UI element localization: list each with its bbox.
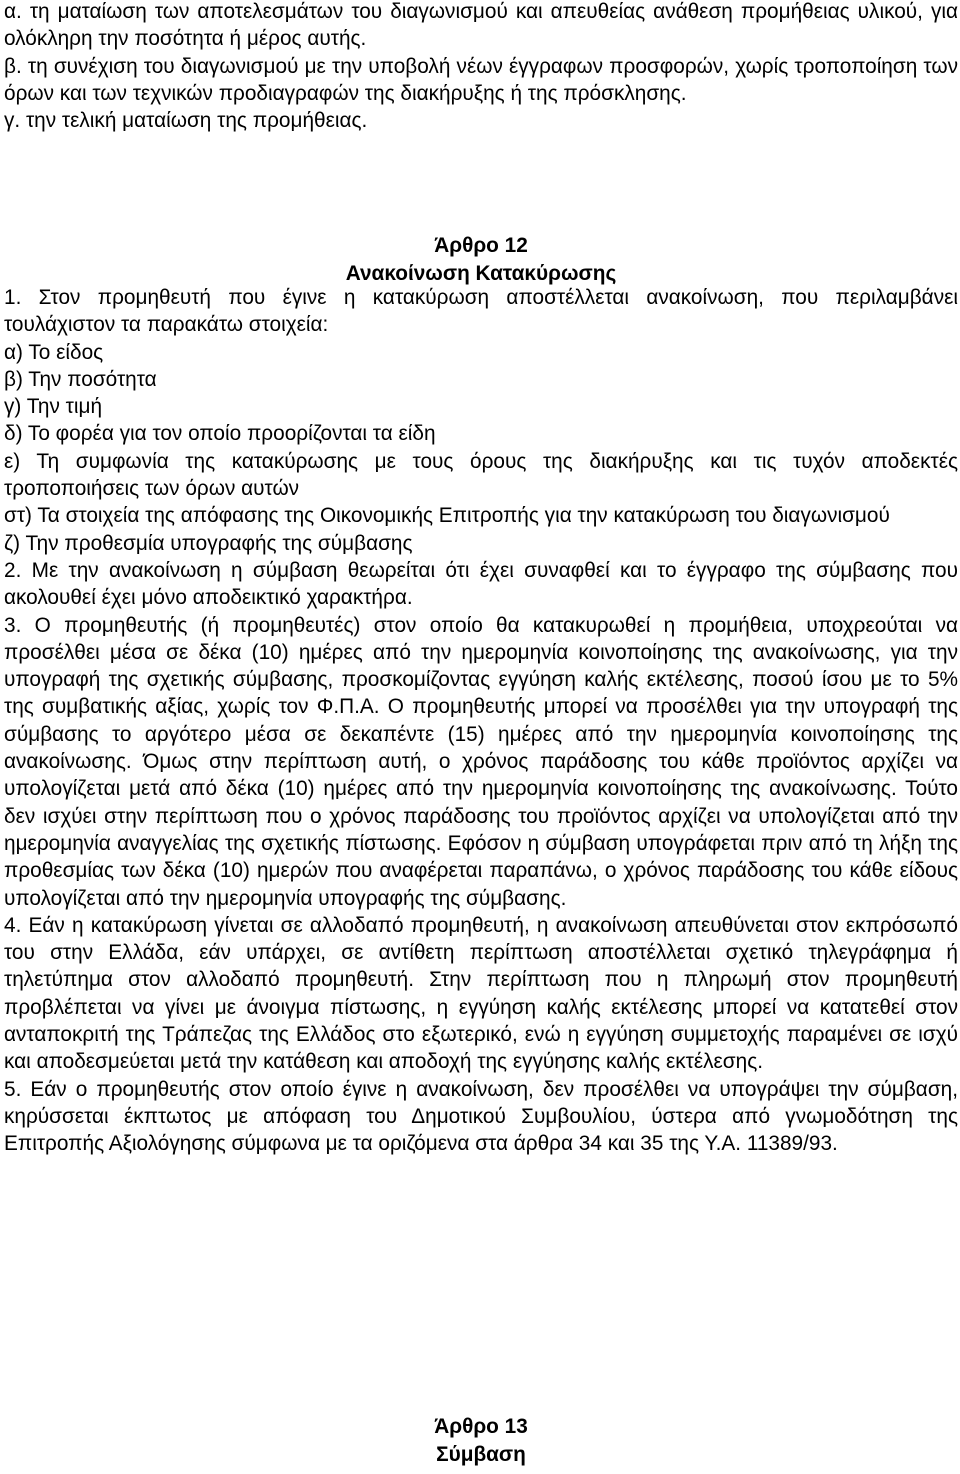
list-item-z: ζ) Την προθεσμία υπογραφής της σύμβασης <box>4 531 413 555</box>
article-12-paragraph-2: 2. Με την ανακοίνωση η σύμβαση θεωρείται ότι έχει συναφθεί και το έγγραφο της σύμβασης που ακολουθεί έχει μόνο αποδεικτικό χαρακτήρα. <box>4 558 958 610</box>
article-13-title: Σύμβαση <box>436 1443 526 1466</box>
article-12-body <box>4 284 958 1158</box>
option-b-paragraph: β. τη συνέχιση του διαγωνισμού με την υποβολή νέων έγγραφων προσφορών, χωρίς τροποποίηση των όρων και των τεχνικών προδιαγραφών της διακήρυξης ή της πρόσκλησης. <box>4 54 958 105</box>
list-item-e: ε) Τη συμφωνία της κατακύρωσης με τους όρους της διακήρυξης και τις τυχόν αποδεκτές τροποποιήσεις των όρων αυτών <box>4 449 958 501</box>
article-12-paragraph-1: 1. Στον προμηθευτή που έγινε η κατακύρωση αποστέλλεται ανακοίνωση, που περιλαμβάνει τουλάχιστον τα παρακάτω στοιχεία: <box>4 286 958 337</box>
article-13-heading <box>4 1413 958 1469</box>
article-12-number: Άρθρο 12 <box>434 234 528 257</box>
article-13-number: Άρθρο 13 <box>434 1415 528 1438</box>
option-c-paragraph: γ. την τελική ματαίωση της προμήθειας. <box>4 109 368 133</box>
list-item-st: στ) Τα στοιχεία της απόφασης της Οικονομικής Επιτροπής για την κατακύρωση του διαγωνισμού <box>4 504 890 528</box>
option-a-paragraph: α. τη ματαίωση των αποτελεσμάτων του διαγωνισμού και απευθείας ανάθεση προμήθειας υλικού, για ολόκληρη την ποσότητα ή μέρος αυτής. <box>4 0 958 51</box>
intro-options <box>4 0 958 134</box>
article-12-paragraph-5: 5. Εάν ο προμηθευτής στον οποίο έγινε η ανακοίνωση, δεν προσέλθει να υπογράψει την σύμβαση, κηρύσσεται έκπτωτος με απόφαση του Δημοτικού Συμβουλίου, ύστερα από γνωμοδότηση της Επιτροπής Αξιολόγησης σύμφωνα με τα οριζόμενα στα άρθρα 34 και 35 της Υ.Α. 11389/93. <box>4 1077 958 1156</box>
article-12-heading <box>4 232 958 288</box>
list-item-b: β) Την ποσότητα <box>4 367 157 391</box>
list-item-c: γ) Την τιμή <box>4 395 103 419</box>
article-12-title: Ανακοίνωση Κατακύρωσης <box>345 262 617 285</box>
list-item-a: α) Το είδος <box>4 340 104 364</box>
article-12-paragraph-4: 4. Εάν η κατακύρωση γίνεται σε αλλοδαπό προμηθευτή, η ανακοίνωση απευθύνεται στον εκπρόσωπό του στην Ελλάδα, εάν υπάρχει, σε αντίθετη περίπτωση αποστέλλεται σχετικό τηλεγράφημα ή τηλετύπημα στον αλλοδαπό προμηθευτή. Στην περίπτωση που η πληρωμή στον προμηθευτή προβλέπεται να γίνει με άνοιγμα πίστωσης, η εγγύηση καλής εκτέλεσης μπορεί να κατατεθεί στον ανταποκριτή της Τράπεζας της Ελλάδος στο εξωτερικό, ενώ η εγγύηση συμμετοχής παραμένει σε ισχύ και αποδεσμεύεται μετά την κατάθεση και αποδοχή της εγγύησης καλής εκτέλεσης. <box>4 913 958 1074</box>
list-item-d: δ) Το φορέα για τον οποίο προορίζονται τα είδη <box>4 422 436 446</box>
article-12-paragraph-3: 3. Ο προμηθευτής (ή προμηθευτές) στον οποίο θα κατακυρωθεί η προμήθεια, υποχρεούται να προσέλθει μέσα σε δέκα (10) ημέρες από την ημερομηνία κοινοποίησης της ανακοίνωσης, για την υπογραφή της σχετικής σύμβασης, προσκομίζοντας εγγύηση καλής εκτέλεσης, ποσού ίσου με το 5% της συμβατικής αξίας, χωρίς τον Φ.Π.Α. Ο προμηθευτής μπορεί να προσέλθει για την υπογραφή της σύμβασης το αργότερο μέσα σε δεκαπέντε (15) ημέρες από την ημερομηνία κοινοποίησης της ανακοίνωσης. Όμως στην περίπτωση αυτή, ο χρόνος παράδοσης του κάθε προϊόντος αρχίζει να υπολογίζεται μετά από δέκα (10) ημέρες από την ημερομηνία κοινοποίησης της ανακοίνωσης. Τούτο δεν ισχύει στην περίπτωση που ο χρόνος παράδοσης του προϊόντος αρχίζει να υπολογίζεται από την ημερομηνία αναγγελίας της σχετικής πίστωσης. Εφόσον η σύμβαση υπογράφεται πριν από τη λήξη της προθεσμίας των δέκα (10) ημερών που αναφέρεται παραπάνω, ο χρόνος παράδοσης του κάθε είδους υπολογίζεται από την ημερομηνία υπογραφής της σύμβασης. <box>4 613 958 910</box>
